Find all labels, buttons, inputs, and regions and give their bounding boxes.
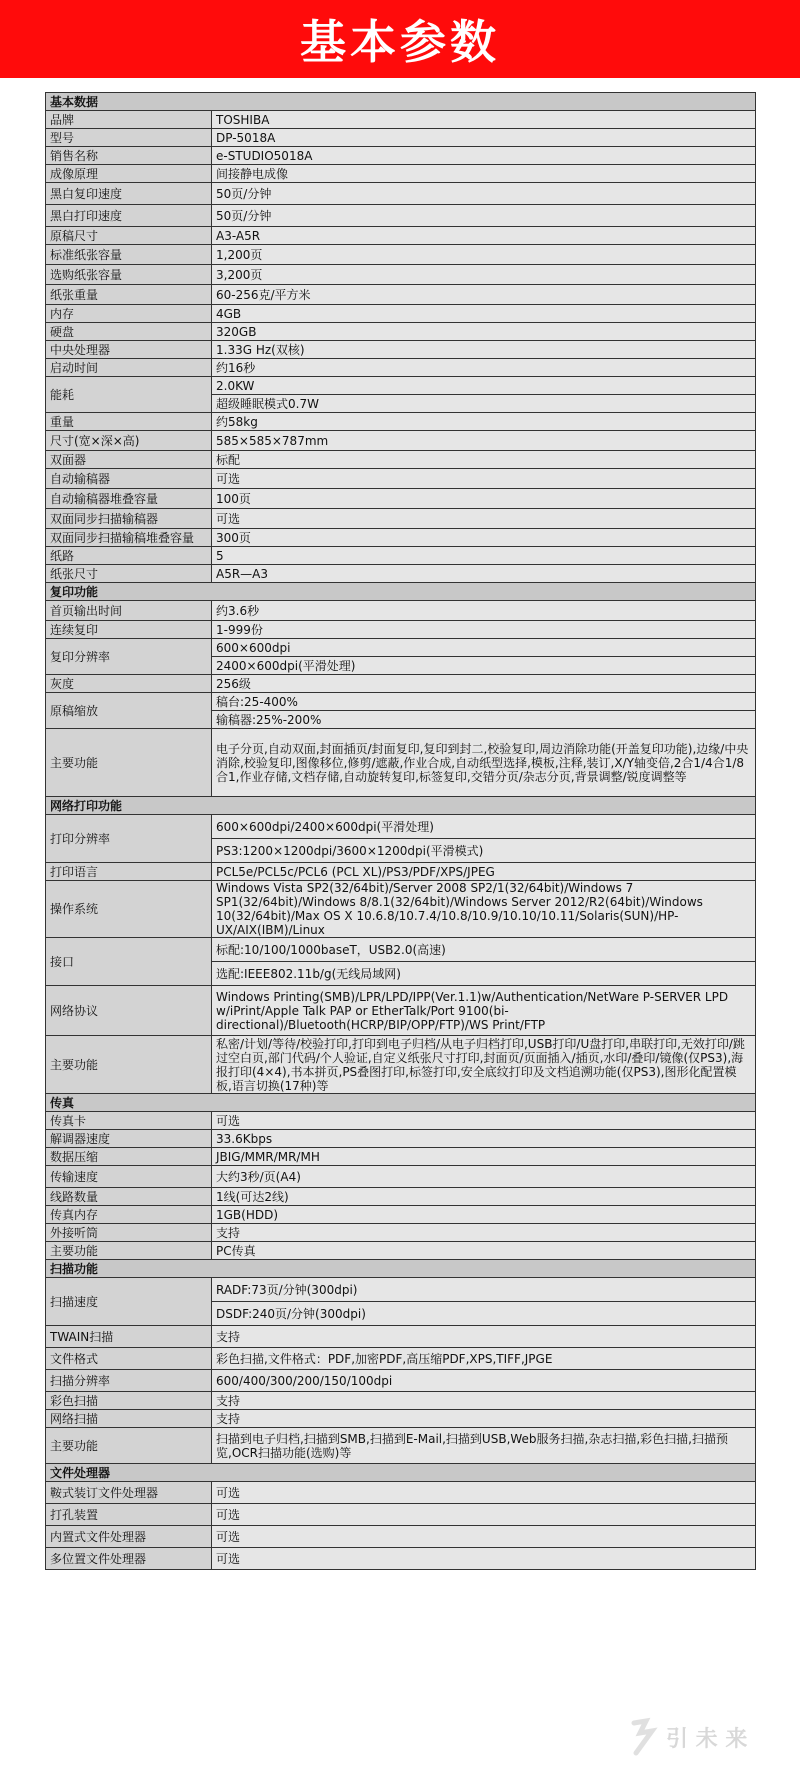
table-row (46, 1206, 756, 1224)
section-title: 文件处理器 (46, 1464, 756, 1482)
table-row (46, 285, 756, 305)
watermark-logo (626, 1712, 796, 1762)
spec-label: 销售名称 (46, 147, 212, 165)
spec-label: 主要功能 (46, 1242, 212, 1260)
spec-label: 型号 (46, 129, 212, 147)
spec-value: 可选 (212, 1504, 756, 1526)
section-header (46, 93, 756, 111)
spec-label: 双面同步扫描输稿堆叠容量 (46, 529, 212, 547)
spec-value: DSDF:240页/分钟(300dpi) (212, 1302, 756, 1326)
spec-value: 标配:10/100/1000baseT，USB2.0(高速) (212, 938, 756, 962)
spec-value: 2400×600dpi(平滑处理) (212, 657, 756, 675)
spec-label: 数据压缩 (46, 1148, 212, 1166)
table-row (46, 693, 756, 711)
table-row (46, 1504, 756, 1526)
spec-value: Windows Printing(SMB)/LPR/LPD/IPP(Ver.1.1)w/Authentication/NetWare P-SERVER LPD w/iPrint/Apple Talk PAP or EtherTalk/Port 9100(bi-directional)/Bluetooth(HCRP/BIP/OPP/FTP)/WS Print/FTP (212, 986, 756, 1036)
spec-label: 多位置文件处理器 (46, 1548, 212, 1570)
spec-value: 超级睡眠模式0.7W (212, 395, 756, 413)
table-row (46, 341, 756, 359)
table-row (46, 547, 756, 565)
table-row (46, 1242, 756, 1260)
section-title: 网络打印功能 (46, 797, 756, 815)
spec-label: 打孔装置 (46, 1504, 212, 1526)
spec-label: 原稿尺寸 (46, 227, 212, 245)
spec-value: 支持 (212, 1392, 756, 1410)
watermark-mark-icon (626, 1717, 662, 1757)
spec-label: 双面同步扫描输稿器 (46, 509, 212, 529)
spec-value: 320GB (212, 323, 756, 341)
section-title: 基本数据 (46, 93, 756, 111)
spec-label: 黑白打印速度 (46, 205, 212, 227)
table-row (46, 601, 756, 621)
spec-value: DP-5018A (212, 129, 756, 147)
spec-label: 原稿缩放 (46, 693, 212, 729)
spec-value: 1线(可达2线) (212, 1188, 756, 1206)
spec-label: 自动输稿器堆叠容量 (46, 489, 212, 509)
section-header (46, 1260, 756, 1278)
spec-value: 4GB (212, 305, 756, 323)
table-row (46, 1548, 756, 1570)
section-header (46, 797, 756, 815)
table-row (46, 1410, 756, 1428)
table-row (46, 183, 756, 205)
table-row (46, 165, 756, 183)
spec-value: JBIG/MMR/MR/MH (212, 1148, 756, 1166)
spec-value: 支持 (212, 1410, 756, 1428)
spec-value: e-STUDIO5018A (212, 147, 756, 165)
spec-label: 复印分辨率 (46, 639, 212, 675)
section-title: 复印功能 (46, 583, 756, 601)
spec-value: 约16秒 (212, 359, 756, 377)
spec-label: 纸路 (46, 547, 212, 565)
table-row (46, 938, 756, 962)
spec-table (45, 92, 756, 1570)
spec-value: 33.6Kbps (212, 1130, 756, 1148)
table-row (46, 529, 756, 547)
spec-value: 可选 (212, 1482, 756, 1504)
spec-value: 可选 (212, 469, 756, 489)
title-banner (0, 0, 800, 78)
table-row (46, 1326, 756, 1348)
spec-label: 尺寸(宽×深×高) (46, 431, 212, 451)
spec-value: 585×585×787mm (212, 431, 756, 451)
table-row (46, 1188, 756, 1206)
section-header (46, 1464, 756, 1482)
spec-value: Windows Vista SP2(32/64bit)/Server 2008 SP2/1(32/64bit)/Windows 7 SP1(32/64bit)/Windows 8/8.1(32/64bit)/Windows Server 2012/R2(64bit)/Windows 10(32/64bit)/Max OS X 10.6.8/10.7.4/10.8/10.9/10.10/10.11/Solaris(SUN)/HP-UX/AIX(IBM)/Linux (212, 881, 756, 938)
spec-value: PCL5e/PCL5c/PCL6 (PCL XL)/PS3/PDF/XPS/JPEG (212, 863, 756, 881)
spec-label: 启动时间 (46, 359, 212, 377)
table-row (46, 129, 756, 147)
spec-value: 标配 (212, 451, 756, 469)
spec-label: 硬盘 (46, 323, 212, 341)
table-row (46, 451, 756, 469)
table-row (46, 359, 756, 377)
spec-value: 可选 (212, 1112, 756, 1130)
spec-label: 彩色扫描 (46, 1392, 212, 1410)
table-row (46, 1130, 756, 1148)
table-row (46, 489, 756, 509)
spec-label: 内置式文件处理器 (46, 1526, 212, 1548)
table-row (46, 881, 756, 938)
spec-label: 首页输出时间 (46, 601, 212, 621)
spec-label: 选购纸张容量 (46, 265, 212, 285)
spec-value: 可选 (212, 1526, 756, 1548)
spec-label: 接口 (46, 938, 212, 986)
spec-value: 50页/分钟 (212, 205, 756, 227)
spec-value: 600×600dpi/2400×600dpi(平滑处理) (212, 815, 756, 839)
spec-value: 私密/计划/等待/校验打印,打印到电子归档/从电子归档打印,USB打印/U盘打印,串联打印,无效打印/跳过空白页,部门代码/个人验证,自定义纸张尺寸打印,封面页/页面插入/插页,水印/叠印/镜像(仅PS3),海报打印(4×4),书本拼页,PS叠图打印,标签打印,安全底纹打印及文档追溯功能(仅PS3),图形化配置模板,语言切换(17种)等 (212, 1036, 756, 1094)
spec-value: A5R—A3 (212, 565, 756, 583)
spec-label: 内存 (46, 305, 212, 323)
table-row (46, 815, 756, 839)
spec-label: 成像原理 (46, 165, 212, 183)
table-row (46, 1112, 756, 1130)
spec-label: 鞍式装订文件处理器 (46, 1482, 212, 1504)
table-row (46, 377, 756, 395)
spec-value: 支持 (212, 1224, 756, 1242)
spec-value: 1.33G Hz(双核) (212, 341, 756, 359)
spec-value: A3-A5R (212, 227, 756, 245)
spec-value: 输稿器:25%-200% (212, 711, 756, 729)
table-row (46, 1036, 756, 1094)
table-row (46, 509, 756, 529)
section-title: 扫描功能 (46, 1260, 756, 1278)
table-row (46, 205, 756, 227)
spec-value: 50页/分钟 (212, 183, 756, 205)
table-row (46, 1166, 756, 1188)
section-header (46, 1094, 756, 1112)
spec-label: 能耗 (46, 377, 212, 413)
spec-label: 传输速度 (46, 1166, 212, 1188)
table-row (46, 413, 756, 431)
spec-value: 60-256克/平方米 (212, 285, 756, 305)
spec-label: 扫描速度 (46, 1278, 212, 1326)
spec-value: 可选 (212, 509, 756, 529)
table-row (46, 986, 756, 1036)
spec-value: 5 (212, 547, 756, 565)
table-row (46, 147, 756, 165)
table-row (46, 729, 756, 797)
spec-value: PC传真 (212, 1242, 756, 1260)
table-row (46, 675, 756, 693)
spec-value: 1,200页 (212, 245, 756, 265)
table-row (46, 431, 756, 451)
table-row (46, 227, 756, 245)
table-row (46, 565, 756, 583)
section-title: 传真 (46, 1094, 756, 1112)
spec-label: 打印语言 (46, 863, 212, 881)
spec-value: 2.0KW (212, 377, 756, 395)
spec-value: 稿台:25-400% (212, 693, 756, 711)
spec-label: 双面器 (46, 451, 212, 469)
table-row (46, 863, 756, 881)
spec-label: 网络扫描 (46, 1410, 212, 1428)
spec-value: 约58kg (212, 413, 756, 431)
table-row (46, 1392, 756, 1410)
spec-value: TOSHIBA (212, 111, 756, 129)
table-row (46, 1148, 756, 1166)
table-row (46, 305, 756, 323)
spec-value: 选配:IEEE802.11b/g(无线局域网) (212, 962, 756, 986)
spec-label: 外接听筒 (46, 1224, 212, 1242)
spec-value: 600×600dpi (212, 639, 756, 657)
spec-label: 主要功能 (46, 729, 212, 797)
spec-label: 自动输稿器 (46, 469, 212, 489)
table-row (46, 1370, 756, 1392)
spec-value: PS3:1200×1200dpi/3600×1200dpi(平滑模式) (212, 839, 756, 863)
table-row (46, 265, 756, 285)
spec-label: 传真内存 (46, 1206, 212, 1224)
spec-value: 100页 (212, 489, 756, 509)
spec-label: 重量 (46, 413, 212, 431)
spec-label: 扫描分辨率 (46, 1370, 212, 1392)
spec-label: 传真卡 (46, 1112, 212, 1130)
table-row (46, 639, 756, 657)
spec-label: 中央处理器 (46, 341, 212, 359)
spec-value: 大约3秒/页(A4) (212, 1166, 756, 1188)
table-row (46, 245, 756, 265)
table-row (46, 323, 756, 341)
table-row (46, 111, 756, 129)
spec-label: 标准纸张容量 (46, 245, 212, 265)
spec-value: 扫描到电子归档,扫描到SMB,扫描到E-Mail,扫描到USB,Web服务扫描,杂志扫描,彩色扫描,扫描预览,OCR扫描功能(选购)等 (212, 1428, 756, 1464)
spec-value: 256级 (212, 675, 756, 693)
spec-value: 电子分页,自动双面,封面插页/封面复印,复印到封二,校验复印,周边消除功能(开盖复印功能),边缘/中央消除,校验复印,图像移位,修剪/遮蔽,作业合成,自动纸型选择,模板,注释,装订,X/Y轴变倍,2合1/4合1/8合1,作业存储,文档存储,自动旋转复印,标签复印,交错分页/杂志分页,背景调整/锐度调整等 (212, 729, 756, 797)
spec-value: 彩色扫描,文件格式：PDF,加密PDF,高压缩PDF,XPS,TIFF,JPGE (212, 1348, 756, 1370)
spec-label: 连续复印 (46, 621, 212, 639)
spec-value: 可选 (212, 1548, 756, 1570)
spec-label: 解调器速度 (46, 1130, 212, 1148)
spec-value: 1-999份 (212, 621, 756, 639)
spec-label: 主要功能 (46, 1428, 212, 1464)
table-row (46, 1482, 756, 1504)
spec-label: 文件格式 (46, 1348, 212, 1370)
table-row (46, 1224, 756, 1242)
spec-value: 约3.6秒 (212, 601, 756, 621)
spec-label: TWAIN扫描 (46, 1326, 212, 1348)
spec-value: RADF:73页/分钟(300dpi) (212, 1278, 756, 1302)
spec-label: 纸张重量 (46, 285, 212, 305)
spec-label: 打印分辨率 (46, 815, 212, 863)
table-row (46, 1278, 756, 1302)
table-row (46, 1348, 756, 1370)
spec-label: 品牌 (46, 111, 212, 129)
spec-value: 1GB(HDD) (212, 1206, 756, 1224)
section-header (46, 583, 756, 601)
spec-label: 网络协议 (46, 986, 212, 1036)
watermark-text: 引 未 来 (666, 1726, 748, 1752)
spec-value: 600/400/300/200/150/100dpi (212, 1370, 756, 1392)
spec-label: 主要功能 (46, 1036, 212, 1094)
spec-label: 纸张尺寸 (46, 565, 212, 583)
table-row (46, 1428, 756, 1464)
table-row (46, 621, 756, 639)
table-row (46, 469, 756, 489)
spec-value: 支持 (212, 1326, 756, 1348)
spec-value: 间接静电成像 (212, 165, 756, 183)
spec-label: 黑白复印速度 (46, 183, 212, 205)
spec-label: 线路数量 (46, 1188, 212, 1206)
page-title: 基本参数 (300, 15, 500, 69)
spec-label: 灰度 (46, 675, 212, 693)
spec-value: 3,200页 (212, 265, 756, 285)
spec-value: 300页 (212, 529, 756, 547)
spec-label: 操作系统 (46, 881, 212, 938)
table-row (46, 1526, 756, 1548)
